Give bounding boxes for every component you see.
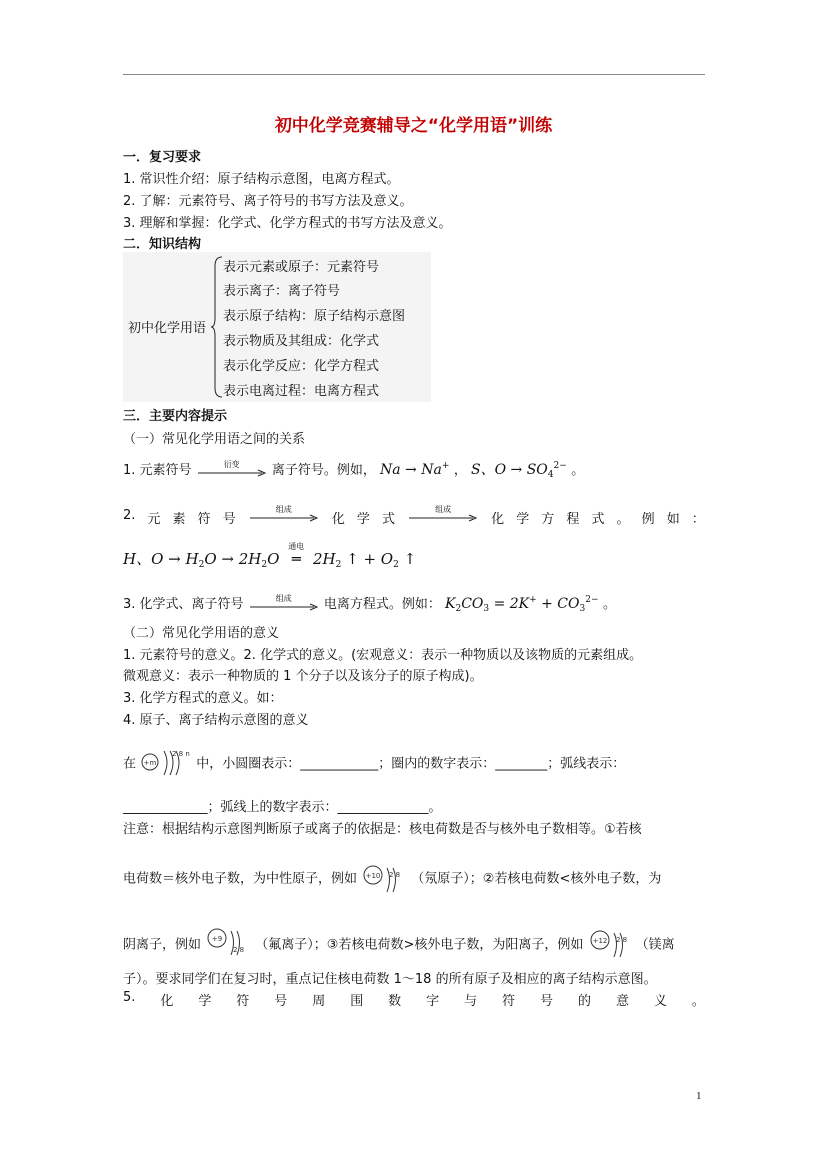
compose-arrow-icon [409,505,477,524]
eq-sub: 2 [198,560,205,570]
fill-line-1 [123,747,625,781]
eq-term: = 2K [489,596,530,612]
arrow-label: 衍变 [223,459,240,469]
r2-char: 学 [356,512,370,527]
relation-1 [123,459,584,480]
m5-char: 5. [123,990,136,1005]
r2-char: 方 [541,512,555,527]
m5-char: 周 [312,994,326,1009]
atom-shells: 2 8 n [172,750,190,758]
text: （氖原子）；②若核电荷数<核外电子数，为 [411,871,662,887]
m5-char: 数 [388,994,402,1009]
separator: ， [453,463,467,478]
structure-branch: 表示元素或原子：元素符号 [223,260,380,275]
atom-nucleus: +12 [592,937,607,945]
relation-1-mid: 离子符号。例如， [271,463,376,478]
atom-nucleus: +m [143,759,157,767]
eq-sub: 4 [547,470,554,480]
m5-char: 字 [426,994,440,1009]
eq-sup: 2− [585,595,599,605]
m5-char: 学 [198,994,212,1009]
document-title: 初中化学竞赛辅导之“化学用语”训练 [274,116,553,136]
structure-branch: 表示离子：离子符号 [223,284,341,299]
eq-term: H [185,550,199,568]
structure-branch: 表示物质及其组成：化学式 [223,334,380,349]
r2-char: 符 [197,512,211,527]
text: （氟离子）；③若核电荷数>核外电子数，为阳离子，例如 [255,937,584,953]
eq-term: Na [379,462,401,478]
note-line-2 [123,862,661,896]
brace-icon [211,256,223,398]
meaning-1: 1. 元素符号的意义。2. 化学式的意义。(宏观意义：表示一种物质以及该物质的元素组成。 [123,648,643,663]
eq-term: + CO [536,596,580,612]
atom-shells: 2 8 [615,936,627,944]
meaning-3: 3. 化学方程式的意义。如： [123,691,283,706]
eq-sub: 3 [483,604,490,614]
eq-sub: 2 [335,560,342,570]
meaning-5 [123,990,705,1009]
text: 阴离子，例如 [123,937,202,953]
eq-term: O [204,550,217,568]
atom-nucleus: +9 [211,935,223,943]
meaning-4: 4. 原子、离子结构示意图的意义 [123,713,309,728]
r2-char: ： [691,512,705,527]
note-line-1: 注意：根据结构示意图判断原子或离子的依据是：核电荷数是否与核外电子数相等。①若核 [123,822,642,837]
section1-item-3: 3. 理解和掌握：化学式、化学方程式的书写方法及意义。 [123,216,452,231]
structure-root: 初中化学用语 [128,321,207,336]
text: （镁离 [635,937,675,953]
m5-char: 的 [578,994,592,1009]
compose-arrow-icon [250,593,318,613]
arrow-label: 组成 [275,505,292,514]
eq-term: Na [421,462,442,478]
subsection-2-heading: （二）常见化学用语的意义 [123,626,280,641]
fill-line-2: _____________；弧线上的数字表示：______________。 [123,800,442,815]
eq-term: H、O [123,550,164,568]
r2-char: 如 [666,512,680,527]
magnesium-ion-icon [588,928,632,962]
r2-char: 例 [641,512,655,527]
electrolysis-sign: 通电 ═ [284,550,308,568]
atom-structure-icon [140,747,192,781]
arrow-label: 组成 [275,593,292,603]
equation-k2co3 [445,596,603,612]
note-line-4: 子）。要求同学们在复习时，重点记住核电荷数 1～18 的所有原子及相应的离子结构示意图。 [123,972,657,987]
eq-sub: 3 [579,604,586,614]
section3-heading: 三．主要内容提示 [123,409,228,424]
relation-2 [123,505,705,527]
m5-char: 号 [274,994,288,1009]
structure-branch: 表示电离过程：电离方程式 [223,384,380,399]
neon-atom-icon [361,862,407,896]
eq-term: O [380,550,394,568]
eq-sub: 2 [261,560,268,570]
note-line-3 [123,928,675,962]
relation-3 [123,593,616,614]
meaning-1-cont: 微观意义：表示一种物质的 1 个分子以及该分子的原子构成)。 [123,669,483,684]
m5-char: 义 [653,994,667,1009]
condition-label: 通电 [288,542,305,551]
r2-char: 程 [566,512,580,527]
m5-char: 化 [160,994,174,1009]
r2-char: 素 [172,512,186,527]
equation-so4: S、$O \to SO_4^{2-}$ [471,461,567,480]
r2-char: 号 [222,512,236,527]
eq-sub: 2 [393,560,399,570]
text: 在 [123,756,137,772]
r2-char: 式 [382,512,396,527]
eq-sub: 2 [455,604,462,614]
m5-char: 与 [464,994,478,1009]
section1-item-1: 1. 常识性介绍：原子结构示意图，电离方程式。 [123,172,400,187]
r2-char: 元 [147,512,161,527]
header-rule [123,74,705,75]
m5-char: 围 [350,994,364,1009]
atom-nucleus: +10 [365,872,381,880]
atom-shells: 2 8 [389,871,401,879]
structure-branch: 表示原子结构：原子结构示意图 [223,309,406,324]
m5-char: 号 [540,994,554,1009]
subsection-1-heading: （一）常见化学用语之间的关系 [123,432,306,447]
relation-1-prefix: 1. 元素符号 [123,463,192,478]
m5-char: 符 [236,994,250,1009]
eq-term: 2H [238,550,262,568]
equation-na: Na → Na+ [379,461,450,478]
eq-term: S、O [471,462,507,478]
page-number: 1 [696,1090,702,1102]
r2-char: 化 [491,512,505,527]
period: 。 [602,597,616,612]
knowledge-structure-diagram [123,252,431,402]
eq-term: K [444,596,456,612]
eq-term: O [267,550,280,568]
m5-char: 意 [615,994,629,1009]
section1-item-2: 2. 了解：元素符号、离子符号的书写方法及意义。 [123,194,413,209]
eq-term: CO [461,596,484,612]
r2-char: 式 [591,512,605,527]
derive-arrow-icon [198,459,266,479]
text: 电荷数＝核外电子数，为中性原子，例如 [123,871,358,887]
structure-branch: 表示化学反应：化学方程式 [223,359,380,374]
eq-sup: 2− [553,461,567,471]
m5-char: 。 [691,994,705,1009]
section1-heading: 一．复习要求 [123,150,202,165]
eq-term: 2H [312,550,336,568]
m5-char: 符 [502,994,516,1009]
eq-sup: + [441,461,450,471]
r2-char: 2. [123,508,136,523]
compose-arrow-icon [250,505,318,524]
relation-3-mid: 电离方程式。例如： [323,597,441,612]
equation-water: H、$O \to H_2O \to 2H_2O$ 通电 ═ $2H_2$ ↑ + $O_2$ ↑ [123,542,417,570]
period: 。 [571,463,585,478]
relation-3-prefix: 3. 化学式、离子符号 [123,597,244,612]
eq-sup: + [529,595,537,605]
r2-char: 。 [616,512,630,527]
atom-shells: 2 8 [233,946,245,954]
fluoride-ion-icon [205,928,251,962]
eq-term: SO [526,462,548,478]
r2-char: 化 [331,512,345,527]
text: 中，小圆圈表示：____________；圈内的数字表示：________；弧线表示： [196,756,626,772]
r2-char: 学 [516,512,530,527]
arrow-label: 组成 [435,505,452,514]
section2-heading: 二．知识结构 [123,237,202,252]
